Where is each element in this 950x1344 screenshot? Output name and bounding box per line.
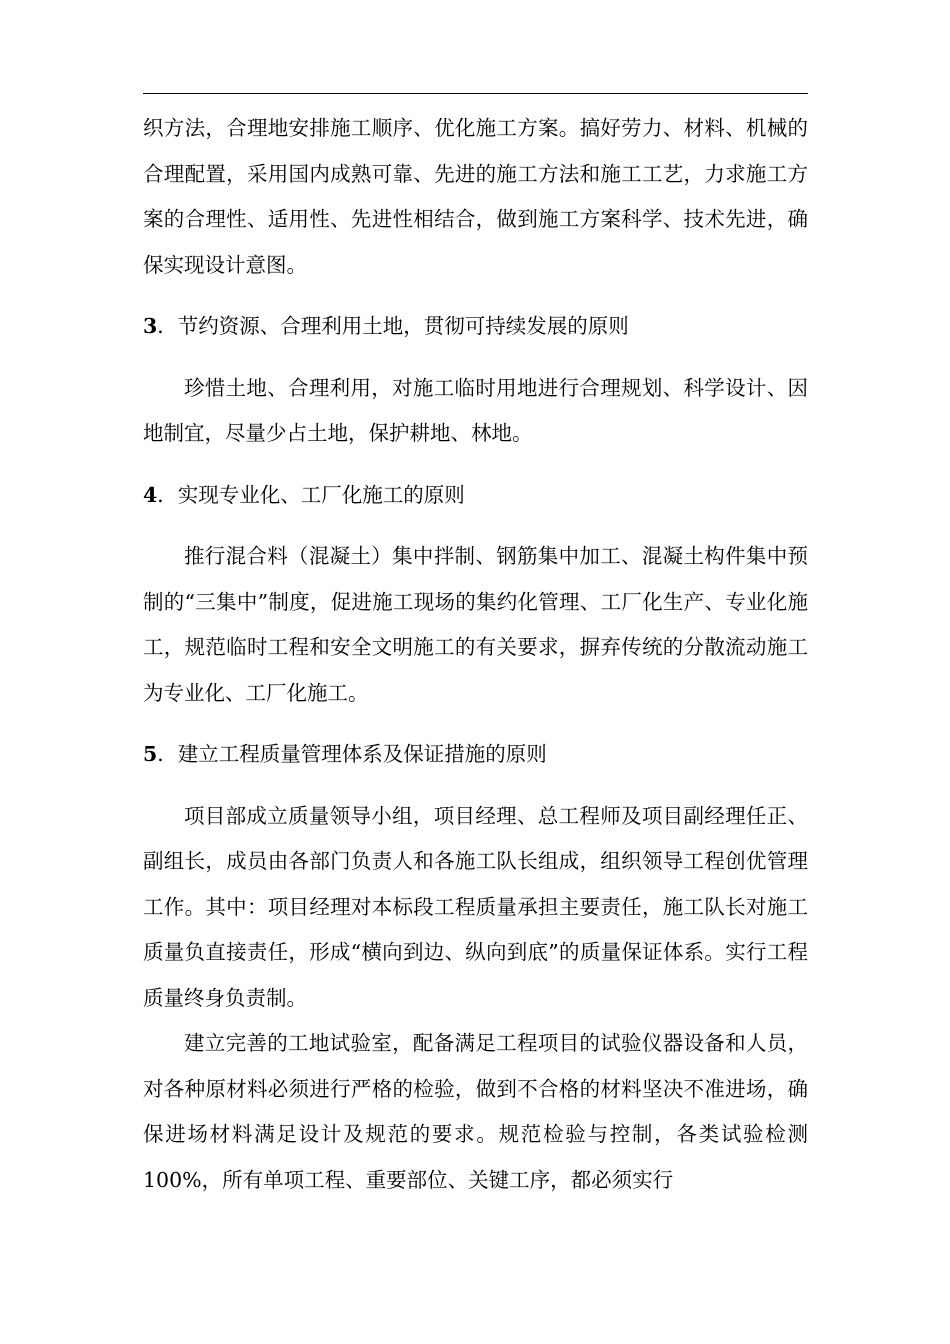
heading-text: 实现专业化、工厂化施工的原则 — [177, 482, 465, 507]
paragraph-intro: 织方法，合理地安排施工顺序、优化施工方案。搞好劳力、材料、机械的合理配置，采用国内成熟可靠、先进的施工方法和施工工艺，力求施工方案的合理性、适用性、先进性相结合，做到施工方案科学、技术先进，确保实现设计意图。 — [143, 116, 808, 277]
heading-number: 4 — [143, 482, 158, 507]
section-heading-3: 3．节约资源、合理利用土地，贯彻可持续发展的原则 — [143, 314, 629, 338]
heading-number: 5 — [143, 742, 158, 766]
paragraph-factory: 推行混合料（混凝土）集中拌制、钢筋集中加工、混凝土构件集中预制的“三集中”制度，促进施工现场的集约化管理、工厂化生产、专业化施工，规范临时工程和安全文明施工的有关要求，摒弃传统的分散流动施工为专业化、工厂化施工。 — [143, 544, 808, 705]
header-rule — [143, 93, 808, 94]
paragraph-land: 珍惜土地、合理利用，对施工临时用地进行合理规划、科学设计、因地制宜，尽量少占土地，保护耕地、林地。 — [143, 375, 808, 445]
paragraph-lab: 建立完善的工地试验室，配备满足工程项目的试验仪器设备和人员，对各种原材料必须进行严格的检验，做到不合格的材料坚决不准进场，确保进场材料满足设计及规范的要求。规范检验与控制，各类试验检测 100%，所有单项工程、重要部位、关键工序，都必须实行 — [143, 1031, 808, 1192]
section-heading-4: 4．实现专业化、工厂化施工的原则 — [143, 482, 465, 507]
section-heading-5: 5．建立工程质量管理体系及保证措施的原则 — [143, 742, 547, 766]
heading-text: 建立工程质量管理体系及保证措施的原则 — [177, 742, 547, 766]
document-body — [143, 106, 808, 1203]
heading-text: 节约资源、合理利用土地，贯彻可持续发展的原则 — [177, 314, 629, 338]
heading-number: 3 — [143, 314, 158, 338]
paragraph-quality: 项目部成立质量领导小组，项目经理、总工程师及项目副经理任正、副组长，成员由各部门负责人和各施工队长组成，组织领导工程创优管理工作。其中：项目经理对本标段工程质量承担主要责任，施工队长对施工质量负直接责任，形成“横向到边、纵向到底”的质量保证体系。实行工程质量终身负责制。 — [143, 803, 808, 1010]
